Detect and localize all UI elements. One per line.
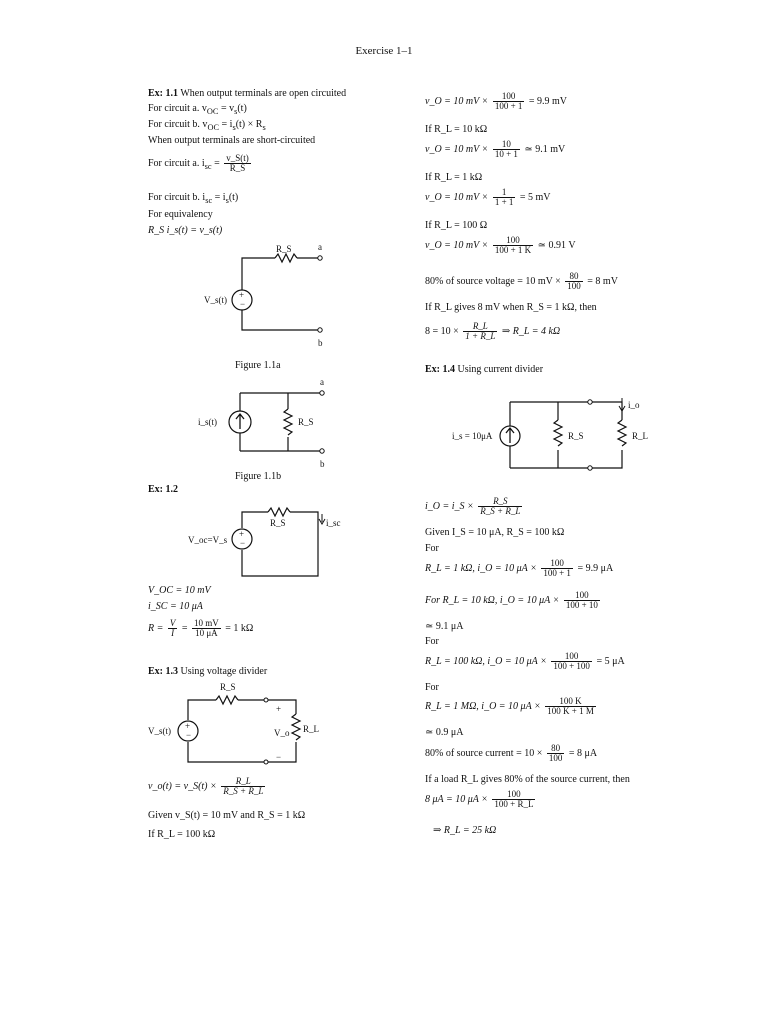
ex11-equiv-eq: R_S i_s(t) = v_s(t) [148, 225, 223, 236]
vo2-lhs: v_O = 10 mV × [425, 144, 489, 156]
ex11-line-b-rhs2: s [232, 123, 236, 132]
ex13-plus-label: + [276, 704, 282, 714]
ex12-r-lhs: R = [148, 623, 164, 635]
ex13-vs-label: V_s(t) [148, 726, 171, 736]
ex14-rl-resistor [618, 420, 626, 446]
ex11-line-b-rhs: = i [221, 119, 233, 130]
ex14-for1: For [425, 543, 439, 554]
ex14-c2-lhs: For R_L = 10 kΩ, i_O = 10 μA × [425, 595, 560, 607]
ex14-io-lhs: i_O = i_S × [425, 501, 474, 513]
pct-frac [565, 272, 583, 292]
vo1-den: 100 + 1 [494, 101, 523, 112]
ex13-rl-resistor [292, 714, 300, 740]
fig-a-resistor [275, 254, 297, 262]
ex14-given: Given I_S = 10 μA, R_S = 100 kΩ [425, 527, 565, 538]
vo1-line [425, 92, 567, 112]
ifr: If R_L gives 8 mV when R_S = 1 kΩ, then [425, 302, 597, 313]
ex11-intro: When output terminals are open circuited [180, 88, 347, 99]
ex13-eq-num: R_L [221, 777, 265, 787]
svg-text:−: − [186, 730, 192, 740]
ex11-line-a [148, 103, 247, 117]
ex14-heading: Ex: 1.4 [425, 364, 455, 375]
ex11-line-a-rhs3: (t) [237, 103, 247, 114]
ex14-is-label: i_s = 10μA [452, 431, 493, 441]
ex13-eq-lhs: v_o(t) = v_S(t) × [148, 781, 217, 793]
vo4-num: 100 [493, 236, 533, 246]
ex11-equiv: For equivalency [148, 209, 213, 220]
ex11-short: When output terminals are short-circuited [148, 135, 316, 146]
ex14-e-num: 100 [492, 790, 535, 800]
if4: If R_L = 100 Ω [425, 220, 488, 231]
fig-b-b-label: b [320, 459, 325, 469]
fig-a-b-label: b [318, 338, 323, 348]
ex14-c3-num: 100 [551, 652, 592, 662]
ex14-p-frac [547, 744, 565, 764]
ex11-line-b-rhs3: (t) × R [235, 119, 263, 130]
ex14-c1-frac [541, 559, 573, 579]
eight-den: 1 + R_L [465, 331, 496, 342]
ex12-r-num2: 10 mV [194, 618, 219, 628]
ex14-c1-num: 100 [541, 559, 573, 569]
ex14-io-num: R_S [478, 497, 522, 507]
ex14-c3-den: 100 + 100 [553, 661, 590, 672]
ex14-c4-frac [545, 697, 596, 717]
ex14-c4-num: 100 K [545, 697, 596, 707]
ex14-e-frac [492, 790, 535, 810]
ex12-heading: Ex: 1.2 [148, 484, 178, 495]
ex14-c3-frac [551, 652, 592, 672]
ex12-isc-line: i_SC = 10 μA [148, 601, 203, 612]
ex13-vo-label: V_o [274, 728, 290, 738]
ex13-heading-line [148, 666, 267, 677]
pct-rhs: = 8 mV [587, 276, 618, 288]
ex14-p-lhs: 80% of source current = 10 × [425, 748, 543, 760]
ex14-rl-label: R_L [632, 431, 649, 441]
eight-line [425, 322, 560, 342]
ex11-sc-b-rhs2: s [225, 196, 229, 205]
vo2-frac [493, 140, 520, 160]
vo3-frac [493, 188, 516, 208]
pct-lhs: 80% of source voltage = 10 mV × [425, 276, 561, 288]
ex14-c2-num: 100 [564, 591, 600, 601]
ex14-c2-den: 100 + 10 [565, 600, 598, 611]
ex13-heading: Ex: 1.3 [148, 666, 178, 677]
svg-text:+: + [185, 721, 191, 731]
vo3-num: 1 [493, 188, 516, 198]
ex11-sc-b-sub: sc [205, 196, 213, 205]
fig-b-a-label: a [320, 377, 324, 387]
vo2-den: 10 + 1 [494, 149, 518, 160]
ex13-rs-label: R_S [220, 682, 236, 692]
ex14-io-line [425, 497, 524, 517]
ex11-line-a-text: For circuit a. v [148, 103, 207, 114]
ex14-io-label: i_o [628, 400, 640, 410]
ex14-case1 [425, 559, 613, 579]
ex13-eq-line [148, 777, 267, 797]
ex14-c2-result: ≃ 9.1 μA [425, 621, 464, 632]
ex14-case2 [425, 591, 602, 611]
ex14-rs-label: R_S [568, 431, 584, 441]
ex11-sc-b-rhs3: (t) [228, 192, 239, 203]
svg-text:−: − [240, 299, 246, 309]
eight-lhs: 8 = 10 × [425, 326, 459, 338]
ex14-pct-line [425, 744, 597, 764]
ex11-line-a-rhs2: s [234, 107, 238, 116]
vo4-line [425, 236, 576, 256]
ex14-c3-lhs: R_L = 100 kΩ, i_O = 10 μA × [425, 656, 547, 668]
figure-1-1a-circuit [200, 242, 340, 355]
ex14-io-frac [478, 497, 522, 517]
ex11-line-b-rhs4: s [262, 123, 266, 132]
ex14-c2-frac [564, 591, 600, 611]
fig-a-rs-label: R_S [276, 244, 292, 254]
eight-num: R_L [463, 322, 497, 332]
ex12-r-den1: I [171, 628, 175, 639]
ex11-line-b-text: For circuit b. v [148, 119, 208, 130]
ex12-rs-label: R_S [270, 518, 286, 528]
ex12-r-num1: V [169, 618, 176, 628]
vo2-num: 10 [493, 140, 520, 150]
ex12-r-rhs: = 1 kΩ [225, 623, 254, 635]
ex12-r-line [148, 619, 253, 639]
ex11-sc-a-den: R_S [229, 163, 246, 174]
ex14-ifload: If a load R_L gives 80% of the source current, then [425, 774, 630, 785]
ex14-for2: For [425, 636, 439, 647]
svg-text:+: + [239, 290, 245, 300]
ex11-sc-b-text: For circuit b. i [148, 192, 206, 203]
ex14-for3: For [425, 682, 439, 693]
ex11-sc-a-frac [224, 154, 251, 174]
ex11-heading-line [148, 88, 346, 100]
ex14-c1-lhs: R_L = 1 kΩ, i_O = 10 μA × [425, 563, 537, 575]
ex11-sc-a [148, 154, 253, 174]
ex12-r-eq: = [181, 623, 188, 635]
fig-b-is-label: i_s(t) [198, 417, 217, 427]
vo3-rhs: = 5 mV [519, 192, 551, 204]
ex14-e-den: 100 + R_L [494, 799, 534, 810]
eight-frac [463, 322, 497, 342]
ex13-rl-label: R_L [303, 724, 320, 734]
vo1-frac [493, 92, 525, 112]
ex14-c4-lhs: R_L = 1 MΩ, i_O = 10 μA × [425, 701, 541, 713]
ex11-line-a-rhs: = v [220, 103, 235, 114]
vo4-frac [493, 236, 533, 256]
ex13-title: Using voltage divider [180, 666, 268, 677]
vo2-line [425, 140, 565, 160]
ex14-case4 [425, 697, 598, 717]
pct-den: 100 [567, 281, 581, 292]
vo3-den: 1 + 1 [494, 197, 514, 208]
ex12-resistor [268, 508, 290, 516]
ex14-final: ⇒ R_L = 25 kΩ [433, 825, 497, 836]
ex11-heading: Ex: 1.1 [148, 88, 178, 99]
ex12-r-frac2 [192, 619, 221, 639]
ex14-eq-line [425, 790, 537, 810]
ex12-voc-label: V_oc=V_s [188, 535, 228, 545]
ex13-given: Given v_S(t) = 10 mV and R_S = 1 kΩ [148, 810, 306, 821]
vo4-lhs: v_O = 10 mV × [425, 240, 489, 252]
if3: If R_L = 1 kΩ [425, 172, 483, 183]
page-title: Exercise 1–1 [355, 45, 413, 57]
ex12-r-frac1 [168, 619, 178, 639]
ex14-heading-line [425, 364, 543, 376]
fig-b-rs-label: R_S [298, 417, 314, 427]
ex13-circuit [148, 680, 328, 772]
ex13-eq-den: R_S + R_L [223, 786, 264, 797]
ex11-sc-a-num: v_S(t) [226, 153, 249, 163]
ex14-c3-rhs: = 5 μA [596, 656, 625, 668]
pct-num: 80 [565, 272, 583, 282]
vo3-line [425, 188, 551, 208]
vo2-rhs: ≃ 9.1 mV [524, 144, 566, 156]
ex14-c4-den: 100 K + 1 M [547, 706, 594, 717]
ex14-p-den: 100 [548, 753, 563, 764]
vo1-num: 100 [493, 92, 525, 102]
ex14-p-rhs: = 8 μA [568, 748, 598, 760]
fig-a-vs-label: V_s(t) [204, 295, 227, 305]
eight-rhs: ⇒ R_L = 4 kΩ [501, 326, 561, 338]
pct-line [425, 272, 618, 292]
vo4-rhs: ≃ 0.91 V [537, 240, 576, 252]
ex14-c1-den: 100 + 1 [543, 568, 571, 579]
ex12-isc-label: i_sc [326, 518, 341, 528]
ex12-r-den2: 10 μA [195, 628, 218, 639]
ex11-line-b [148, 119, 266, 133]
ex14-c1-rhs: = 9.9 μA [577, 563, 614, 575]
svg-text:+: + [239, 529, 245, 539]
ex13-minus-label: − [276, 752, 282, 762]
figure-1-1a-caption: Figure 1.1a [235, 360, 281, 371]
ex11-sc-a-sub: sc [204, 162, 212, 172]
fig-b-resistor [284, 409, 292, 435]
ex14-circuit [440, 392, 670, 477]
figure-1-1b-caption: Figure 1.1b [235, 471, 282, 482]
ex12-voc-line: V_OC = 10 mV [148, 585, 211, 596]
vo1-rhs: = 9.9 mV [528, 96, 568, 108]
ex13-if1: If R_L = 100 kΩ [148, 829, 216, 840]
ex11-line-b-sub: OC [207, 123, 220, 132]
ex13-eq-frac [221, 777, 265, 797]
ex14-rs-resistor [554, 420, 562, 446]
svg-text:−: − [240, 538, 246, 548]
vo3-lhs: v_O = 10 mV × [425, 192, 489, 204]
if2: If R_L = 10 kΩ [425, 124, 488, 135]
ex11-sc-a-eq: = [214, 158, 220, 170]
ex12-circuit [180, 500, 350, 580]
ex11-sc-a-text: For circuit a. i [148, 158, 205, 170]
ex14-p-num: 80 [547, 744, 565, 754]
vo1-lhs: v_O = 10 mV × [425, 96, 489, 108]
figure-1-1b-circuit [180, 377, 340, 469]
ex13-rs-resistor [216, 696, 238, 704]
ex14-c4-result: ≃ 0.9 μA [425, 727, 464, 738]
ex14-io-den: R_S + R_L [480, 506, 521, 517]
ex14-title: Using current divider [457, 364, 544, 375]
fig-a-a-label: a [318, 242, 322, 252]
ex11-sc-b-rhs: = i [214, 192, 226, 203]
ex14-e-lhs: 8 μA = 10 μA × [425, 794, 488, 806]
ex14-case3 [425, 652, 625, 672]
ex11-sc-b [148, 192, 238, 206]
vo4-den: 100 + 1 K [494, 245, 532, 256]
ex11-line-a-sub: OC [206, 107, 219, 116]
